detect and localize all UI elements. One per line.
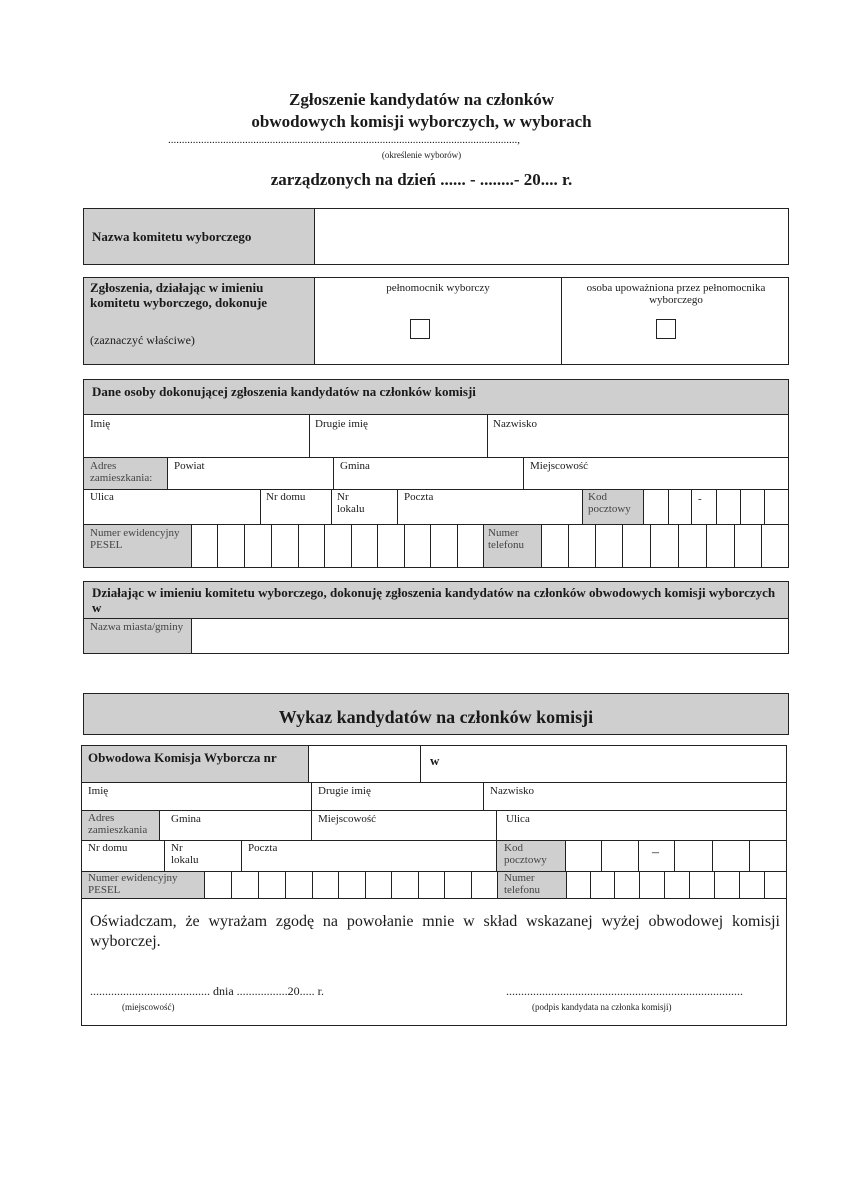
submitter-second-name-label: Drugie imię [315, 418, 368, 430]
city-name-field[interactable] [194, 620, 784, 652]
option-authorized-checkbox[interactable] [656, 319, 676, 339]
candidate-address-label: Adres zamieszkania [88, 812, 148, 836]
candidate-first-name-label: Imię [88, 785, 109, 797]
option-proxy-label: pełnomocnik wyborczy [386, 282, 490, 294]
place-date-line: ........................................ dnia .................20..... r. [90, 984, 324, 998]
acting-heading: Działając w imieniu komitetu wyborczego, dokonuję zgłoszenia kandydatów na członków obwodowych komisji wyborczych w [92, 585, 776, 615]
submitter-postal-code-label: Kod pocztowy [588, 491, 631, 515]
option-proxy-checkbox[interactable] [410, 319, 430, 339]
city-name-label: Nazwa miasta/gminy [90, 621, 184, 633]
election-date-line: zarządzonych na dzień ...... - ........- 20.... r. [270, 170, 573, 189]
candidate-street-label: Ulica [506, 813, 530, 825]
submitter-phone-label: Numer telefonu [488, 527, 525, 551]
candidate-form [81, 745, 787, 1026]
submitter-data-section [83, 379, 789, 568]
commission-no-label: Obwodowa Komisja Wyborcza nr [88, 750, 277, 765]
candidate-phone-label: Numer telefonu [504, 872, 541, 896]
candidate-flat-no-label: Nr lokalu [171, 842, 199, 866]
candidate-locality-label: Miejscowość [318, 813, 377, 825]
submitter-role-note: (zaznaczyć właściwe) [90, 333, 195, 347]
candidate-pesel-label: Numer ewidencyjny PESEL [88, 872, 178, 896]
signature-line: ............................................................................... [506, 984, 743, 998]
candidate-postal-code-label: Kod pocztowy [504, 842, 547, 866]
submitter-surname-label: Nazwisko [493, 418, 537, 430]
acting-section [83, 581, 789, 654]
election-caption: (określenie wyborów) [381, 150, 462, 160]
submitter-postal-dash: - [698, 493, 702, 505]
signature-caption: (podpis kandydata na członka komisji) [532, 1002, 672, 1012]
candidate-surname-label: Nazwisko [490, 785, 534, 797]
submitter-pesel-label: Numer ewidencyjny PESEL [90, 527, 180, 551]
committee-name-label: Nazwa komitetu wyborczego [92, 229, 252, 244]
candidate-post-label: Poczta [248, 842, 278, 854]
commission-w-label: w [430, 753, 440, 768]
submitter-role-label: Zgłoszenia, działając w imieniu komitetu wyborczego, dokonuje [90, 280, 268, 310]
committee-name-field[interactable] [316, 211, 786, 262]
committee-name-row [83, 208, 789, 265]
candidates-heading: Wykaz kandydatów na członków komisji [278, 707, 594, 727]
submitter-commune-label: Gmina [340, 460, 370, 472]
submitter-first-name-label: Imię [90, 418, 111, 430]
submitter-data-heading: Dane osoby dokonującej zgłoszenia kandydatów na członków komisji [92, 384, 476, 399]
place-caption: (miejscowość) [122, 1002, 175, 1012]
submitter-house-no-label: Nr domu [266, 491, 306, 503]
option-authorized-label: osoba upoważniona przez pełnomocnika wyborczego [586, 282, 766, 306]
submitter-post-label: Poczta [404, 491, 434, 503]
candidate-second-name-label: Drugie imię [318, 785, 371, 797]
form-title-line1: Zgłoszenie kandydatów na członków [289, 90, 554, 109]
consent-statement: Oświadczam, że wyrażam zgodę na powołanie mnie w skład wskazanej wyżej obwodowej komisji wyborczej. [90, 913, 780, 950]
submitter-address-label: Adres zamieszkania: [90, 460, 153, 484]
candidate-postal-dash: – [652, 845, 659, 860]
submitter-role-row [83, 277, 789, 365]
form-title-line2: obwodowych komisji wyborczych, w wyborach [251, 112, 592, 131]
submitter-locality-label: Miejscowość [530, 460, 589, 472]
submitter-street-label: Ulica [90, 491, 114, 503]
candidate-commune-label: Gmina [171, 813, 201, 825]
election-dots-line: ..............................................................................................................................., [168, 134, 520, 146]
submitter-county-label: Powiat [174, 460, 205, 472]
candidates-heading-box [83, 693, 789, 735]
submitter-flat-no-label: Nr lokalu [337, 491, 365, 515]
candidate-house-no-label: Nr domu [88, 842, 128, 854]
